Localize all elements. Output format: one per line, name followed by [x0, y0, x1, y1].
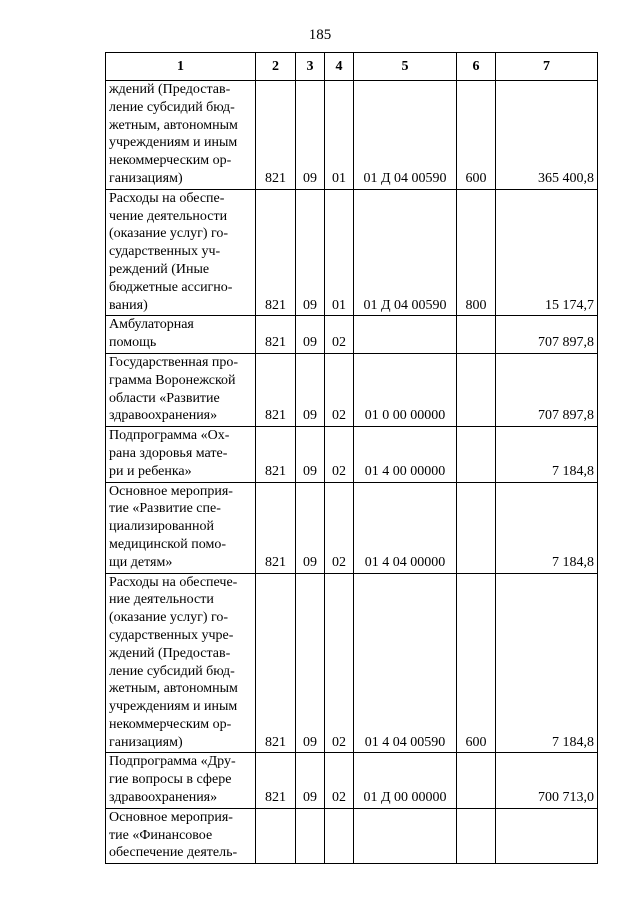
row-section-code: 09 [296, 753, 325, 808]
row-target-code: 01 4 00 00000 [354, 427, 457, 482]
row-ministry-code: 821 [256, 189, 296, 316]
row-expense-type: 600 [457, 81, 496, 190]
table-row [106, 808, 598, 863]
row-target-code [354, 316, 457, 354]
row-target-code: 01 4 04 00000 [354, 482, 457, 573]
row-ministry-code: 821 [256, 482, 296, 573]
row-ministry-code: 821 [256, 316, 296, 354]
row-section-code [296, 808, 325, 863]
table-row [106, 573, 598, 753]
header-col-5: 5 [354, 53, 457, 81]
row-expense-type [457, 482, 496, 573]
row-section-code: 09 [296, 316, 325, 354]
row-amount: 707 897,8 [496, 316, 598, 354]
row-description: Расходы на обеспе- чение деятельности (оказание услуг) го- сударственных уч- реждений (Иные бюджетные ассигно- вания) [106, 189, 256, 316]
row-target-code: 01 Д 04 00590 [354, 81, 457, 190]
row-amount: 700 713,0 [496, 753, 598, 808]
header-col-3: 3 [296, 53, 325, 81]
row-subsection-code: 02 [325, 427, 354, 482]
table-row [106, 353, 598, 426]
table-row [106, 189, 598, 316]
row-section-code: 09 [296, 353, 325, 426]
row-description: Государственная про- грамма Воронежской области «Развитие здравоохранения» [106, 353, 256, 426]
table-row [106, 482, 598, 573]
row-subsection-code: 01 [325, 81, 354, 190]
table-row [106, 753, 598, 808]
table-row [106, 427, 598, 482]
header-col-1: 1 [106, 53, 256, 81]
row-subsection-code: 02 [325, 316, 354, 354]
row-description: Подпрограмма «Дру- гие вопросы в сфере здравоохранения» [106, 753, 256, 808]
row-subsection-code [325, 808, 354, 863]
row-description: Амбулаторная помощь [106, 316, 256, 354]
row-target-code: 01 4 04 00590 [354, 573, 457, 753]
row-subsection-code: 02 [325, 482, 354, 573]
row-ministry-code: 821 [256, 573, 296, 753]
row-expense-type [457, 808, 496, 863]
row-expense-type [457, 427, 496, 482]
row-amount: 7 184,8 [496, 427, 598, 482]
row-target-code [354, 808, 457, 863]
table-body [106, 81, 598, 864]
row-amount: 7 184,8 [496, 482, 598, 573]
row-ministry-code: 821 [256, 753, 296, 808]
header-col-7: 7 [496, 53, 598, 81]
row-ministry-code: 821 [256, 81, 296, 190]
row-description: Расходы на обеспече- ние деятельности (оказание услуг) го- сударственных учре- ждений (Предостав- ление субсидий бюд- жетным, автономным учреждениям и иным некоммерческим ор- ганизациям) [106, 573, 256, 753]
row-ministry-code [256, 808, 296, 863]
row-subsection-code: 02 [325, 573, 354, 753]
table-row [106, 81, 598, 190]
row-target-code: 01 Д 04 00590 [354, 189, 457, 316]
row-amount: 365 400,8 [496, 81, 598, 190]
header-col-6: 6 [457, 53, 496, 81]
row-ministry-code: 821 [256, 353, 296, 426]
row-section-code: 09 [296, 81, 325, 190]
row-description: Основное мероприя- тие «Финансовое обеспечение деятель- [106, 808, 256, 863]
row-expense-type [457, 316, 496, 354]
row-section-code: 09 [296, 189, 325, 316]
header-col-4: 4 [325, 53, 354, 81]
row-ministry-code: 821 [256, 427, 296, 482]
row-section-code: 09 [296, 427, 325, 482]
row-amount: 7 184,8 [496, 573, 598, 753]
table-row [106, 316, 598, 354]
row-section-code: 09 [296, 573, 325, 753]
row-subsection-code: 01 [325, 189, 354, 316]
row-target-code: 01 0 00 00000 [354, 353, 457, 426]
row-amount: 707 897,8 [496, 353, 598, 426]
row-amount [496, 808, 598, 863]
row-expense-type [457, 353, 496, 426]
table-header-row [106, 53, 598, 81]
page-number: 185 [308, 27, 332, 43]
row-section-code: 09 [296, 482, 325, 573]
row-description: Подпрограмма «Ох- рана здоровья мате- ри и ребенка» [106, 427, 256, 482]
row-amount: 15 174,7 [496, 189, 598, 316]
header-col-2: 2 [256, 53, 296, 81]
row-expense-type: 600 [457, 573, 496, 753]
row-description: ждений (Предостав- ление субсидий бюд- жетным, автономным учреждениям и иным некоммерческим ор- ганизациям) [106, 81, 256, 190]
row-expense-type [457, 753, 496, 808]
row-description: Основное мероприя- тие «Развитие спе- циализированной медицинской помо- щи детям» [106, 482, 256, 573]
row-subsection-code: 02 [325, 353, 354, 426]
row-target-code: 01 Д 00 00000 [354, 753, 457, 808]
row-expense-type: 800 [457, 189, 496, 316]
row-subsection-code: 02 [325, 753, 354, 808]
budget-table [105, 52, 598, 864]
